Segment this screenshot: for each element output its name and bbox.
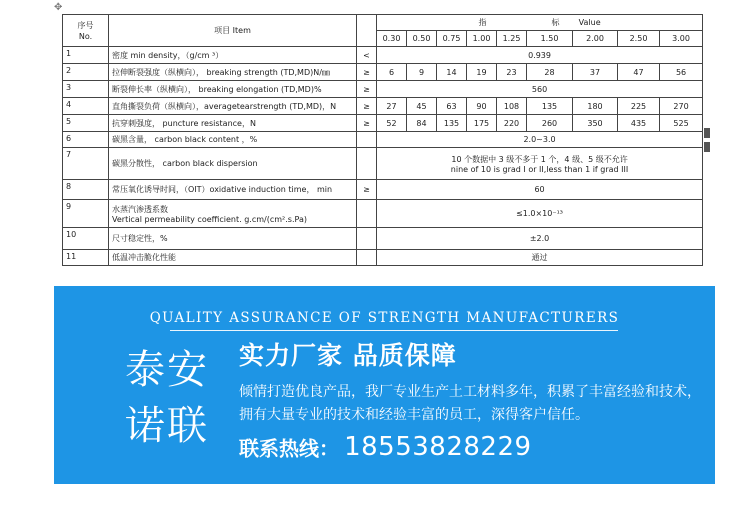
value-cell: 135 bbox=[527, 98, 573, 115]
value-cell: 175 bbox=[467, 115, 497, 132]
value-cell: 14 bbox=[437, 64, 467, 81]
value-cell: 28 bbox=[527, 64, 573, 81]
hotline-number[interactable]: 18553828229 bbox=[344, 432, 532, 462]
value-cell: 135 bbox=[437, 115, 467, 132]
value-cell: 90 bbox=[467, 98, 497, 115]
value-cell: 52 bbox=[377, 115, 407, 132]
value-cell: 435 bbox=[618, 115, 660, 132]
table-row bbox=[63, 250, 703, 266]
move-handle-icon[interactable]: ✥ bbox=[54, 2, 63, 13]
table-row bbox=[63, 115, 703, 132]
thickness-header: 2.50 bbox=[618, 31, 660, 47]
merged-value-cell: ≤1.0×10⁻¹³ bbox=[377, 200, 703, 228]
value-cell: 525 bbox=[660, 115, 703, 132]
row-item: 断裂伸长率（纵横向）， breaking elongation (TD,MD)% bbox=[109, 81, 357, 98]
row-number: 11 bbox=[63, 250, 109, 266]
value-cell: 47 bbox=[618, 64, 660, 81]
row-number: 2 bbox=[63, 64, 109, 81]
row-number: 10 bbox=[63, 228, 109, 250]
banner-description: 倾情打造优良产品，我厂专业生产土工材料多年，积累了丰富经验和技术，拥有大量专业的技术和经验丰富的员工，深得客户信任。 bbox=[239, 384, 701, 423]
row-number: 3 bbox=[63, 81, 109, 98]
row-number: 4 bbox=[63, 98, 109, 115]
header-op bbox=[357, 15, 377, 47]
scroll-marker bbox=[704, 142, 710, 152]
row-item: 直角撕裂负荷（纵横向），averagetearstrength (TD,MD)，N bbox=[109, 98, 357, 115]
hotline-label: 联系热线： bbox=[239, 436, 339, 461]
value-cell: 6 bbox=[377, 64, 407, 81]
row-operator bbox=[357, 132, 377, 148]
row-item: 低温冲击脆化性能 bbox=[109, 250, 357, 266]
table-row bbox=[63, 47, 703, 64]
row-item: 碳黑分散性， carbon black dispersion bbox=[109, 148, 357, 180]
merged-value-cell: 0.939 bbox=[377, 47, 703, 64]
table-row bbox=[63, 228, 703, 250]
row-operator bbox=[357, 228, 377, 250]
row-number: 1 bbox=[63, 47, 109, 64]
scroll-marker bbox=[704, 128, 710, 138]
thickness-header: 1.25 bbox=[497, 31, 527, 47]
table-row bbox=[63, 64, 703, 81]
header-item: 项目 Item bbox=[109, 15, 357, 47]
row-number: 8 bbox=[63, 180, 109, 200]
row-number: 7 bbox=[63, 148, 109, 180]
table-row bbox=[63, 98, 703, 115]
row-operator bbox=[357, 250, 377, 266]
table-row bbox=[63, 132, 703, 148]
value-cell: 37 bbox=[573, 64, 618, 81]
merged-value-cell: 10 个数据中 3 级不多于 1 个，4 级、5 级不允许 nine of 10 is grad I or II,less than 1 if grad III bbox=[377, 148, 703, 180]
value-cell: 225 bbox=[618, 98, 660, 115]
row-item: 密度 min density，（g/cm ³） bbox=[109, 47, 357, 64]
row-operator: ≥ bbox=[357, 180, 377, 200]
banner-headline: 实力厂家 品质保障 bbox=[239, 341, 457, 370]
thickness-header: 0.30 bbox=[377, 31, 407, 47]
value-cell: 27 bbox=[377, 98, 407, 115]
row-operator: ≥ bbox=[357, 98, 377, 115]
thickness-header: 0.50 bbox=[407, 31, 437, 47]
thickness-header: 3.00 bbox=[660, 31, 703, 47]
row-item: 尺寸稳定性，% bbox=[109, 228, 357, 250]
merged-value-cell: 60 bbox=[377, 180, 703, 200]
value-cell: 84 bbox=[407, 115, 437, 132]
value-cell: 45 bbox=[407, 98, 437, 115]
row-operator bbox=[357, 148, 377, 180]
value-cell: 56 bbox=[660, 64, 703, 81]
value-cell: 108 bbox=[497, 98, 527, 115]
value-cell: 350 bbox=[573, 115, 618, 132]
header-indicator: 指 标 Value bbox=[377, 15, 703, 31]
value-cell: 19 bbox=[467, 64, 497, 81]
row-operator: < bbox=[357, 47, 377, 64]
merged-value-cell: 560 bbox=[377, 81, 703, 98]
header-seq: 序号 No. bbox=[63, 15, 109, 47]
table-row bbox=[63, 81, 703, 98]
merged-value-cell: 通过 bbox=[377, 250, 703, 266]
row-operator: ≥ bbox=[357, 115, 377, 132]
value-cell: 23 bbox=[497, 64, 527, 81]
row-item: 拉伸断裂强度（纵横向）， breaking strength (TD,MD)N/㎜ bbox=[109, 64, 357, 81]
thickness-header: 0.75 bbox=[437, 31, 467, 47]
table-row bbox=[63, 180, 703, 200]
thickness-header: 1.00 bbox=[467, 31, 497, 47]
promo-banner bbox=[54, 286, 715, 484]
row-item: 水蒸汽渗透系数 Vertical permeability coefficient. g.cm/(cm².s.Pa) bbox=[109, 200, 357, 228]
table-row bbox=[63, 148, 703, 180]
company-name: 泰安 诺联 bbox=[125, 347, 209, 449]
spec-table bbox=[62, 14, 703, 266]
hotline bbox=[239, 432, 532, 462]
row-operator: ≥ bbox=[357, 81, 377, 98]
banner-tagline: QUALITY ASSURANCE OF STRENGTH MANUFACTURERS bbox=[149, 310, 620, 326]
value-cell: 260 bbox=[527, 115, 573, 132]
row-operator: ≥ bbox=[357, 64, 377, 81]
row-number: 9 bbox=[63, 200, 109, 228]
row-number: 5 bbox=[63, 115, 109, 132]
value-cell: 270 bbox=[660, 98, 703, 115]
row-item: 碳黑含量， carbon black content ，% bbox=[109, 132, 357, 148]
thickness-header: 2.00 bbox=[573, 31, 618, 47]
merged-value-cell: 2.0~3.0 bbox=[377, 132, 703, 148]
value-cell: 220 bbox=[497, 115, 527, 132]
value-cell: 180 bbox=[573, 98, 618, 115]
value-cell: 63 bbox=[437, 98, 467, 115]
row-number: 6 bbox=[63, 132, 109, 148]
banner-divider bbox=[170, 330, 618, 331]
merged-value-cell: ±2.0 bbox=[377, 228, 703, 250]
row-item: 抗穿刺强度， puncture resistance，N bbox=[109, 115, 357, 132]
value-cell: 9 bbox=[407, 64, 437, 81]
thickness-header: 1.50 bbox=[527, 31, 573, 47]
header-row bbox=[63, 15, 703, 31]
table-row bbox=[63, 200, 703, 228]
row-operator bbox=[357, 200, 377, 228]
row-item: 常压氧化诱导时间，（OIT）oxidative induction time， min bbox=[109, 180, 357, 200]
